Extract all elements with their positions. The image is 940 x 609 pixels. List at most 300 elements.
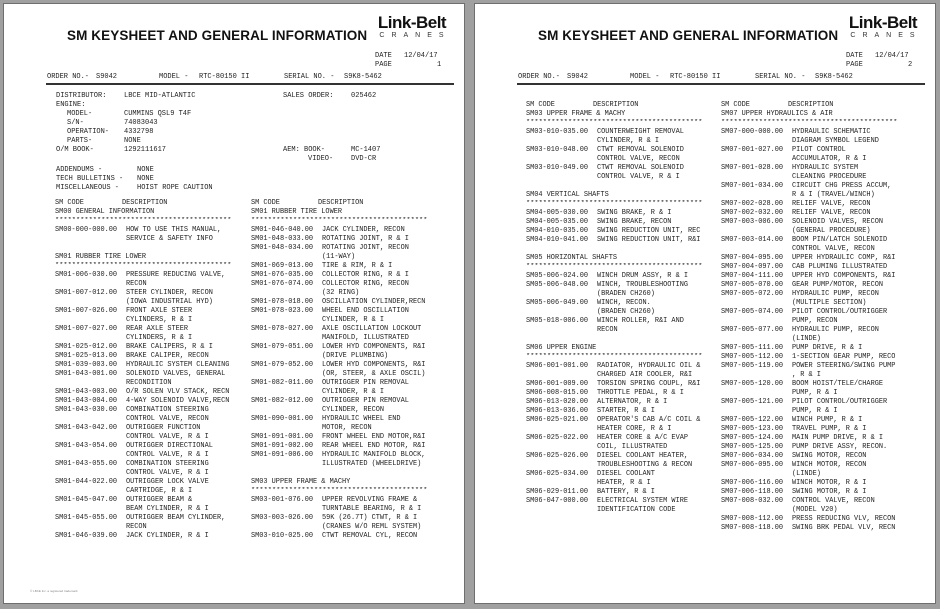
sm-code: SM01-025-012.00	[55, 343, 118, 351]
sm-code: SM01-091-002.00	[251, 442, 314, 450]
aem-video-value: DVD-CR	[351, 155, 377, 163]
table-row	[526, 452, 726, 470]
description-line: CONTROL VALVE, R & I	[126, 469, 209, 477]
description-line: OUTRIGGER BEAM CYLINDER,	[126, 514, 226, 522]
sm-description	[322, 307, 409, 325]
sm-description	[792, 290, 879, 308]
table-row	[251, 361, 451, 379]
section-title: SM01 RUBBER TIRE LOWER	[55, 253, 146, 261]
sm-description	[792, 209, 871, 218]
table-row	[526, 470, 726, 488]
sm-code: SM07-004-095.00	[721, 254, 784, 262]
table-row	[55, 343, 255, 352]
sm-description	[597, 416, 700, 434]
description-line: BRAKE CALIPER, RECON	[126, 352, 209, 360]
serial-label: SERIAL NO. -	[755, 73, 806, 81]
sm-code: SM06-025-034.00	[526, 470, 589, 478]
section-gap	[526, 245, 726, 254]
description-line: ELECTRICAL SYSTEM WIRE	[597, 497, 688, 505]
sm-code: SM05-018-006.00	[526, 317, 589, 325]
description-line: MANIFOLD, ILLUSTRATED	[322, 334, 409, 342]
table-row	[721, 326, 921, 344]
description-line: TRAVEL PUMP, R & I	[792, 425, 867, 433]
description-line: TURNTABLE BEARING, R & I	[322, 505, 422, 513]
description-line: CTWT REMOVAL SOLENOID	[597, 146, 684, 154]
sm-code: SM07-004-111.00	[721, 272, 784, 280]
description-line: PUMP, R & I	[792, 389, 838, 397]
section-divider: ******************************************	[721, 119, 898, 127]
description-line: COLLECTOR RING, R & I	[322, 271, 409, 279]
table-row	[251, 235, 451, 244]
sm-code: SM01-078-018.00	[251, 298, 314, 306]
sm-description	[792, 461, 866, 479]
sm-code: SM07-004-097.00	[721, 263, 784, 271]
description-line: OUTRIGGER LOCK VALVE	[126, 478, 209, 486]
sm-description	[597, 128, 684, 146]
sm-description	[792, 353, 895, 362]
table-row	[55, 325, 255, 343]
sm-description	[322, 397, 409, 415]
table-row	[721, 362, 921, 380]
sm-description	[597, 380, 700, 389]
sm-description	[792, 344, 862, 353]
sm-code: SM01-069-013.00	[251, 262, 314, 270]
serial-value: S9K8-5462	[815, 73, 853, 81]
sm-description	[792, 434, 883, 443]
description-line: WINCH MOTOR, RECON	[792, 461, 867, 469]
section-title: SM05 HORIZONTAL SHAFTS	[526, 254, 617, 262]
sm-description	[792, 380, 883, 398]
sm-description	[322, 262, 392, 271]
section-gap	[526, 335, 726, 344]
description-line: PILOT CONTROL	[792, 146, 846, 154]
model-label: MODEL -	[630, 73, 660, 81]
sm-description	[126, 406, 209, 424]
page-title: SM KEYSHEET AND GENERAL INFORMATION	[67, 28, 368, 43]
description-line: , R & I	[792, 371, 821, 379]
sm-description	[597, 434, 688, 452]
description-line: HEATER CORE, R & I	[597, 425, 672, 433]
description-line: PILOT CONTROL/OUTRIGGER	[792, 308, 888, 316]
description-line: RECON	[126, 523, 147, 531]
description-line: COUNTERWEIGHT REMOVAL	[597, 128, 684, 136]
table-row	[251, 262, 451, 271]
description-line: CIRCUIT CHG PRESS ACCUM,	[792, 182, 892, 190]
table-row	[251, 496, 451, 514]
description-line: OSCILLATION CYLINDER,RECN	[322, 298, 426, 306]
section-gap	[55, 244, 255, 253]
table-row	[251, 325, 451, 343]
sm-code-column-1	[55, 199, 255, 541]
description-line: THROTTLE PEDAL, R & I	[597, 389, 684, 397]
sm-code: SM07-001-027.00	[721, 146, 784, 154]
description-line: HOW TO USE THIS MANUAL,	[126, 226, 222, 234]
sm-description	[597, 317, 684, 335]
sm-code: SM03-010-048.00	[526, 146, 589, 154]
page-title: SM KEYSHEET AND GENERAL INFORMATION	[538, 28, 839, 43]
sm-code: SM01-079-052.00	[251, 361, 314, 369]
sm-description	[792, 146, 866, 164]
sm-description	[126, 370, 225, 388]
description-line: GEAR PUMP/MOTOR, RECON	[792, 281, 883, 289]
order-value: S9042	[567, 73, 589, 81]
section-divider: ******************************************	[526, 119, 703, 127]
description-line: LOWER HYD COMPONENTS, R&I	[322, 343, 426, 351]
sm-description	[126, 424, 209, 442]
sm-description	[792, 497, 875, 515]
description-line: COIL, ILLUSTRATED	[597, 443, 668, 451]
sm-description	[322, 361, 425, 379]
table-row	[721, 200, 921, 209]
om-book-label: O/M BOOK-	[56, 146, 94, 154]
sales-order-value: 025462	[351, 92, 377, 100]
sm-code: SM01-043-042.00	[55, 424, 118, 432]
engine-model-label: MODEL-	[67, 110, 93, 118]
description-line: AXLE OSCILLATION LOCKOUT	[322, 325, 422, 333]
sm-code: SM03-010-025.00	[251, 532, 314, 540]
table-row	[526, 164, 726, 182]
sm-description	[322, 325, 421, 343]
sm-code: SM01-090-001.00	[251, 415, 314, 423]
table-row	[721, 452, 921, 461]
description-line: STEER CYLINDER, RECON	[126, 289, 213, 297]
description-line: (IOWA INDUSTRIAL HYD)	[126, 298, 213, 306]
serial-value: S9K8-5462	[344, 73, 382, 81]
sm-code: SM03-010-049.00	[526, 164, 589, 172]
description-line: (32 RING)	[322, 289, 360, 297]
table-row	[251, 307, 451, 325]
description-line: HYDRAULIC PUMP, RECON	[792, 290, 879, 298]
section-divider: ******************************************	[251, 217, 428, 225]
description-line: ALTERNATOR, R & I	[597, 398, 668, 406]
description-header: DESCRIPTION	[787, 101, 834, 109]
engine-label: ENGINE:	[56, 101, 86, 109]
sm-code-column-1	[526, 101, 726, 515]
description-line: MOTOR, RECON	[322, 424, 372, 432]
sm-code: SM01-079-051.00	[251, 343, 314, 351]
table-row	[526, 128, 726, 146]
aem-video-label: VIDEO-	[308, 155, 334, 163]
copyright-footnote: © LBCE Inc. a registered trademark	[30, 589, 78, 593]
sm-description	[597, 488, 655, 497]
sm-code: SM01-076-035.00	[251, 271, 314, 279]
sm-code: SM06-029-011.00	[526, 488, 589, 496]
description-line: SWING BRK PEDAL VLV, RECN	[792, 524, 896, 532]
table-row	[55, 478, 255, 496]
table-row	[721, 461, 921, 479]
section-title: SM07 UPPER HYDRAULICS & AIR	[721, 110, 833, 118]
sm-code: SM01-046-039.00	[55, 532, 118, 540]
tech-bulletins-value: NONE	[137, 175, 154, 183]
column-header	[526, 101, 726, 110]
description-line: R & I (TRAVEL/WINCH)	[792, 191, 875, 199]
tech-bulletins-label: TECH BULLETINS -	[56, 175, 124, 183]
description-line: SWING REDUCTION UNIT, R&I	[597, 236, 701, 244]
description-line: IDENTIFICATION CODE	[597, 506, 676, 514]
sm-code: SM01-078-023.00	[251, 307, 314, 315]
table-row	[721, 209, 921, 218]
table-row	[55, 370, 255, 388]
description-line: PUMP DRIVE ASSY, RECON.	[792, 443, 888, 451]
description-line: LOWER HYD COMPONENTS, R&I	[322, 361, 426, 369]
description-line: ROTATING JOINT, R & I	[322, 235, 409, 243]
table-row	[526, 434, 726, 452]
table-row	[526, 281, 726, 299]
description-header: DESCRIPTION	[592, 101, 639, 109]
miscellaneous-label: MISCELLANEOUS -	[56, 184, 120, 192]
sm-code: SM07-006-095.00	[721, 461, 784, 469]
sm-description	[597, 452, 692, 470]
table-row	[526, 389, 726, 398]
sm-code: SM06-013-036.00	[526, 407, 589, 415]
sm-description	[597, 218, 671, 227]
description-line: COMBINATION STEERING	[126, 460, 209, 468]
description-line: CARTRIDGE, R & I	[126, 487, 193, 495]
description-line: WINCH ROLLER, R&I AND	[597, 317, 684, 325]
sm-code: SM05-006-024.00	[526, 272, 589, 280]
description-line: PRESSURE REDUCING VALVE,	[126, 271, 226, 279]
sm-description	[597, 362, 700, 380]
table-row	[721, 263, 921, 272]
section-gap	[251, 469, 451, 478]
document-page-1	[3, 3, 465, 604]
description-line: WINCH DRUM ASSY, R & I	[597, 272, 688, 280]
engine-sn-value: 74083043	[124, 119, 158, 127]
description-line: JACK CYLINDER, RECON	[322, 226, 405, 234]
sm-description	[322, 442, 425, 451]
sm-code: SM01-076-074.00	[251, 280, 314, 288]
description-line: PILOT CONTROL/OUTRIGGER	[792, 398, 888, 406]
column-header	[251, 199, 451, 208]
sm-description	[792, 272, 895, 281]
serial-label: SERIAL NO. -	[284, 73, 335, 81]
section-divider: ******************************************	[526, 263, 703, 271]
engine-parts-value: NONE	[124, 137, 141, 145]
description-line: CONTROL VALVE, R & I	[597, 173, 680, 181]
sm-description	[792, 398, 887, 416]
sm-code: SM01-043-003.00	[55, 388, 118, 396]
sm-code: SM01-091-001.00	[251, 433, 314, 441]
description-line: SWING BRAKE, R & I	[597, 209, 672, 217]
sm-code: SM01-043-004.00	[55, 397, 118, 405]
sm-code: SM06-025-022.00	[526, 434, 589, 442]
sm-code: SM07-005-122.00	[721, 416, 784, 424]
description-line: UPPER HYD COMPONENTS, R&I	[792, 272, 896, 280]
sm-description	[597, 164, 684, 182]
table-row	[251, 298, 451, 307]
sm-code: SM07-001-034.00	[721, 182, 784, 190]
sm-description	[792, 200, 871, 209]
description-line: CHARGED AIR COOLER, R&I	[597, 371, 693, 379]
section-title: SM01 RUBBER TIRE LOWER	[251, 208, 342, 216]
description-line: (DRIVE PLUMBING)	[322, 352, 389, 360]
section-divider: ******************************************	[251, 487, 428, 495]
sm-description	[126, 397, 229, 406]
description-line: (11-WAY)	[322, 253, 356, 261]
description-line: DIESEL COOLANT	[597, 470, 655, 478]
table-row	[721, 515, 921, 524]
distributor-value: LBCE MID-ATLANTIC	[124, 92, 196, 100]
table-row	[721, 416, 921, 425]
table-row	[55, 460, 255, 478]
description-line: WHEEL END OSCILLATION	[322, 307, 409, 315]
table-row	[721, 425, 921, 434]
description-line: OPERATOR'S CAB A/C COIL &	[597, 416, 701, 424]
table-row	[721, 398, 921, 416]
document-page-2	[474, 3, 936, 604]
sm-code: SM03-003-026.00	[251, 514, 314, 522]
description-line: SWING BRAKE, RECON	[597, 218, 672, 226]
table-row	[721, 281, 921, 290]
sm-code: SM01-091-006.00	[251, 451, 314, 459]
sm-description	[322, 514, 421, 532]
sm-description	[792, 254, 895, 263]
description-line: RADIATOR, HYDRAULIC OIL &	[597, 362, 701, 370]
sm-code: SM01-082-012.00	[251, 397, 314, 405]
description-line: FRONT AXLE STEER	[126, 307, 193, 315]
sm-code: SM01-007-026.00	[55, 307, 118, 315]
table-row	[251, 226, 451, 235]
table-row	[55, 424, 255, 442]
description-line: UPPER HYDRAULIC COMP, R&I	[792, 254, 896, 262]
table-row	[251, 442, 451, 451]
sm-description	[322, 298, 425, 307]
table-row	[55, 352, 255, 361]
sm-description	[126, 442, 213, 460]
sm-description	[126, 460, 209, 478]
description-line: HEATER, R & I	[597, 479, 651, 487]
table-row	[721, 290, 921, 308]
table-row	[526, 146, 726, 164]
description-header: DESCRIPTION	[121, 199, 168, 207]
table-row	[721, 353, 921, 362]
sm-description	[792, 362, 895, 380]
sm-code: SM07-005-072.00	[721, 290, 784, 298]
miscellaneous-value: HOIST ROPE CAUTION	[137, 184, 213, 192]
description-line: CTWT REMOVAL CYL, RECON	[322, 532, 418, 540]
order-label: ORDER NO.-	[47, 73, 90, 81]
sm-code-header: SM CODE	[55, 199, 84, 207]
table-row	[251, 397, 451, 415]
sm-description	[322, 451, 425, 469]
description-line: REAR AXLE STEER	[126, 325, 189, 333]
column-header	[721, 101, 921, 110]
sm-code: SM07-005-124.00	[721, 434, 784, 442]
date-value: 12/04/17	[404, 52, 438, 60]
description-line: (MULTIPLE SECTION)	[792, 299, 867, 307]
sm-description	[126, 478, 209, 496]
description-line: DIESEL COOLANT HEATER,	[597, 452, 688, 460]
description-line: DIAGRAM SYMBOL LEGEND	[792, 137, 879, 145]
section-divider: ******************************************	[526, 353, 703, 361]
sm-code: SM04-005-035.00	[526, 218, 589, 226]
sm-description	[126, 325, 192, 343]
description-line: (LINDE)	[792, 470, 821, 478]
sm-description	[597, 389, 684, 398]
description-line: HYDRAULIC WHEEL END	[322, 415, 401, 423]
engine-operation-value: 4332798	[124, 128, 154, 136]
description-line: CLEANING PROCEDURE	[792, 173, 867, 181]
sm-description	[597, 470, 655, 488]
table-row	[251, 379, 451, 397]
description-line: HYDRAULIC PUMP, RECON	[792, 326, 879, 334]
sm-code: SM04-005-030.00	[526, 209, 589, 217]
table-row	[251, 415, 451, 433]
description-line: ACCUMULATOR, R & I	[792, 155, 867, 163]
model-value: RTC-80150 II	[670, 73, 721, 81]
description-line: HYDRAULIC SYSTEM	[792, 164, 859, 172]
sm-description	[597, 227, 700, 236]
table-row	[721, 254, 921, 263]
description-line: CONTROL VALVE, RECON	[792, 245, 875, 253]
column-header	[55, 199, 255, 208]
section-title: SM06 UPPER ENGINE	[526, 344, 597, 352]
sm-description	[126, 352, 209, 361]
sm-code-header: SM CODE	[721, 101, 750, 109]
description-line: CONTROL VALVE, R & I	[126, 433, 209, 441]
description-line: BRAKE CALIPERS, R & I	[126, 343, 213, 351]
description-line: CAB PLUMING ILLUSTRATED	[792, 263, 888, 271]
description-line: 1-SECTION GEAR PUMP, RECO	[792, 353, 896, 361]
table-row	[251, 433, 451, 442]
table-row	[526, 416, 726, 434]
description-line: COMBINATION STEERING	[126, 406, 209, 414]
sm-code: SM07-000-000.00	[721, 128, 784, 136]
engine-model-value: CUMMINS QSL9 T4F	[124, 110, 192, 118]
description-line: COLLECTOR RING, RECON	[322, 280, 409, 288]
link-belt-logo: Link-Belt CRANES	[848, 13, 922, 39]
sm-code: SM01-006-030.00	[55, 271, 118, 279]
description-line: O/R SOLEN VLV STACK, RECN	[126, 388, 230, 396]
table-row	[526, 488, 726, 497]
description-line: SERVICE & SAFETY INFO	[126, 235, 213, 243]
section-divider: ******************************************	[55, 217, 232, 225]
description-line: (CRANES W/O REML SYSTEM)	[322, 523, 422, 531]
page-label: PAGE	[846, 61, 863, 69]
sm-description	[597, 272, 688, 281]
table-row	[721, 443, 921, 452]
description-line: BATTERY, R & I	[597, 488, 655, 496]
table-row	[721, 497, 921, 515]
description-line: RELIEF VALVE, RECON	[792, 209, 871, 217]
sm-description	[792, 128, 879, 146]
date-label: DATE	[375, 52, 392, 60]
table-row	[55, 388, 255, 397]
sm-description	[126, 289, 213, 307]
table-row	[251, 343, 451, 361]
sm-code: SM06-025-026.00	[526, 452, 589, 460]
description-line: TORSION SPRING COUPL, R&I	[597, 380, 701, 388]
sm-code: SM07-008-112.00	[721, 515, 784, 523]
sm-description	[322, 532, 417, 541]
description-line: RECONDITION	[126, 379, 172, 387]
description-line: SWING MOTOR, R & I	[792, 488, 867, 496]
description-line: CONTROL VALVE, RECON	[597, 155, 680, 163]
description-line: TIRE & RIM, R & I	[322, 262, 393, 270]
section-title: SM03 UPPER FRAME & MACHY	[251, 478, 351, 486]
description-line: HYDRAULIC SYSTEM CLEANING	[126, 361, 230, 369]
sm-code: SM06-025-021.00	[526, 416, 589, 424]
description-line: CYLINDER, R & I	[322, 388, 385, 396]
table-row	[55, 442, 255, 460]
sm-description	[597, 407, 655, 416]
sm-description	[792, 479, 866, 488]
description-line: CYLINDER, RECON	[322, 406, 385, 414]
order-label: ORDER NO.-	[518, 73, 561, 81]
description-line: JACK CYLINDER, R & I	[126, 532, 209, 540]
sm-code: SM07-005-070.00	[721, 281, 784, 289]
sm-description	[597, 497, 688, 515]
